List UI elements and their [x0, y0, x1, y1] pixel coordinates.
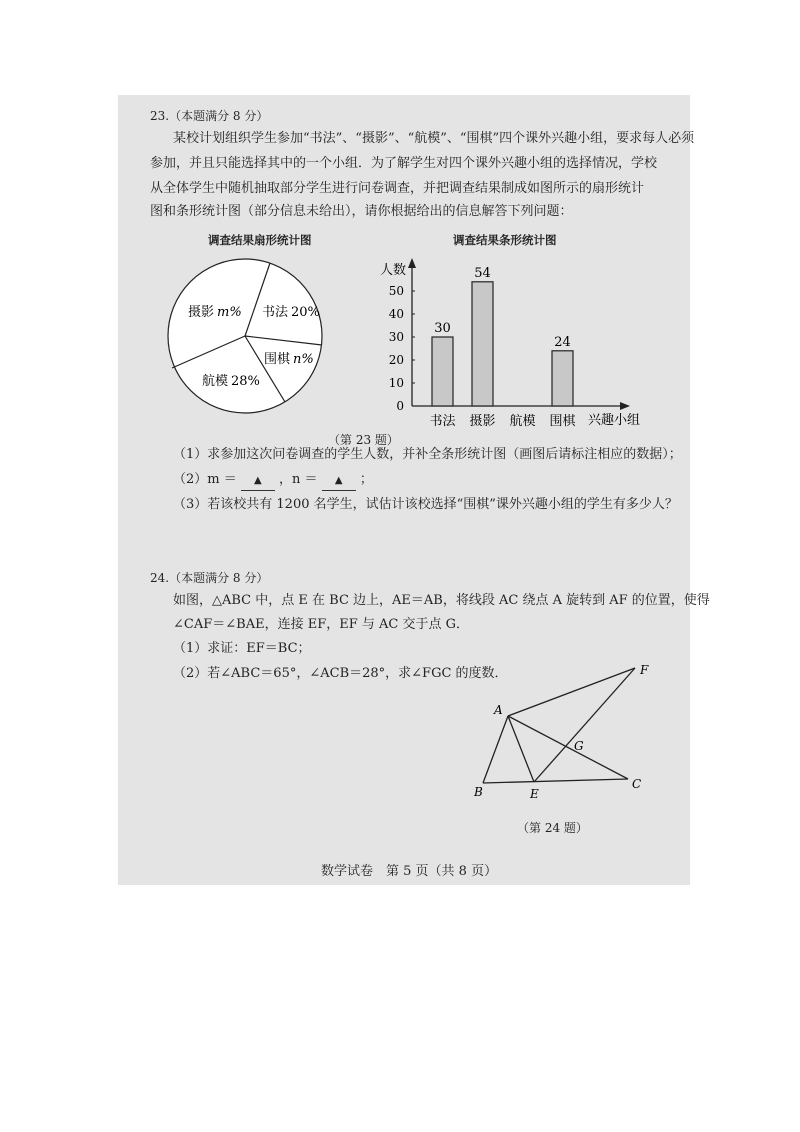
q24-line-2: ∠CAF＝∠BAE，连接 EF，EF 与 AC 交于点 G． — [173, 617, 469, 632]
bar-chart-ylabel: 人数 — [380, 263, 407, 278]
q23-line-1: 某校计划组织学生参加“书法”、“摄影”、“航模”、“围棋”四个课外兴趣小组，要求每人必须 — [173, 131, 695, 146]
q23-header: 23.（本题满分 8 分） — [150, 109, 269, 123]
x-tick-label: 书法 — [429, 414, 456, 429]
geometry-figure — [470, 660, 660, 810]
q24-sub-1: （1）求证：EF＝BC； — [173, 641, 311, 656]
pie-label-shufa: 书法 20% — [262, 305, 320, 320]
m-answer-blank: ▲ — [241, 472, 275, 491]
point-label-f: F — [640, 663, 649, 677]
q23-sub-2 — [173, 471, 373, 491]
pie-label-hangmo: 航模 28% — [202, 374, 260, 389]
point-label-c: C — [632, 777, 642, 791]
y-tick-label: 20 — [388, 353, 404, 367]
y-tick-label: 0 — [396, 399, 404, 413]
segment-ab — [483, 716, 508, 783]
y-tick-label: 10 — [388, 376, 404, 390]
x-tick-label: 摄影 — [469, 414, 496, 429]
bar-chart — [370, 252, 660, 434]
bar-value-label: 54 — [474, 265, 491, 281]
bar — [432, 337, 453, 406]
q24-line-1: 如图，△ABC 中，点 E 在 BC 边上，AE＝AB，将线段 AC 绕点 A 旋转到 AF 的位置，使得 — [173, 593, 710, 608]
q23-line-4: 图和条形统计图（部分信息未给出），请你根据给出的信息解答下列问题： — [150, 204, 573, 219]
q23-caption: （第 23 题） — [328, 433, 399, 447]
q24-caption: （第 24 题） — [517, 821, 588, 835]
q23-line-2: 参加，并且只能选择其中的一个小组．为了解学生对四个课外兴趣小组的选择情况，学校 — [150, 156, 658, 171]
q23-sub-1: （1）求参加这次问卷调查的学生人数，并补全条形统计图（画图后请标注相应的数据）； — [173, 447, 682, 462]
y-tick-label: 30 — [388, 330, 404, 344]
pie-chart — [150, 250, 350, 420]
segment-af — [508, 668, 635, 716]
point-label-e: E — [530, 787, 539, 801]
bar — [472, 282, 493, 406]
bar-value-label: 30 — [434, 321, 451, 336]
x-axis-arrow — [620, 402, 630, 410]
segment-ae — [508, 716, 534, 782]
n-answer-blank: ▲ — [322, 472, 356, 491]
segment-bc — [483, 779, 628, 783]
q23-line-3: 从全体学生中随机抽取部分学生进行问卷调查，并把调查结果制成如图所示的扇形统计 — [150, 181, 645, 196]
q23-sub-2-n: ，n ＝ — [279, 472, 318, 487]
q24-header: 24.（本题满分 8 分） — [150, 571, 269, 585]
bar-chart-xlabel: 兴趣小组 — [588, 413, 641, 428]
q23-sub-2-m: （2）m ＝ — [173, 472, 237, 487]
page-footer: 数学试卷 第 5 页（共 8 页） — [321, 864, 498, 879]
point-label-a: A — [494, 703, 503, 717]
q23-sub-3: （3）若该校共有 1200 名学生，试估计该校选择“围棋”课外兴趣小组的学生有多少人？ — [173, 497, 678, 512]
pie-chart-title: 调查结果扇形统计图 — [208, 233, 312, 247]
bar — [552, 351, 573, 406]
pie-label-weiqi: 围棋 n% — [264, 352, 314, 367]
y-tick-label: 50 — [388, 284, 404, 298]
q24-sub-2: （2）若∠ABC＝65°，∠ACB＝28°，求∠FGC 的度数． — [173, 666, 508, 681]
point-label-g: G — [574, 739, 584, 753]
bar-chart-title: 调查结果条形统计图 — [453, 233, 557, 247]
y-tick-label: 40 — [388, 307, 404, 321]
x-tick-label: 围棋 — [549, 414, 576, 429]
segment-ef — [534, 668, 635, 782]
x-tick-label: 航模 — [509, 414, 536, 429]
segment-ac — [508, 716, 628, 779]
pie-label-sheying: 摄影 m% — [188, 305, 242, 320]
point-label-b: B — [474, 785, 483, 799]
y-axis-arrow — [408, 258, 416, 268]
q23-sub-2-end: ； — [359, 472, 373, 487]
bar-value-label: 24 — [554, 334, 571, 350]
